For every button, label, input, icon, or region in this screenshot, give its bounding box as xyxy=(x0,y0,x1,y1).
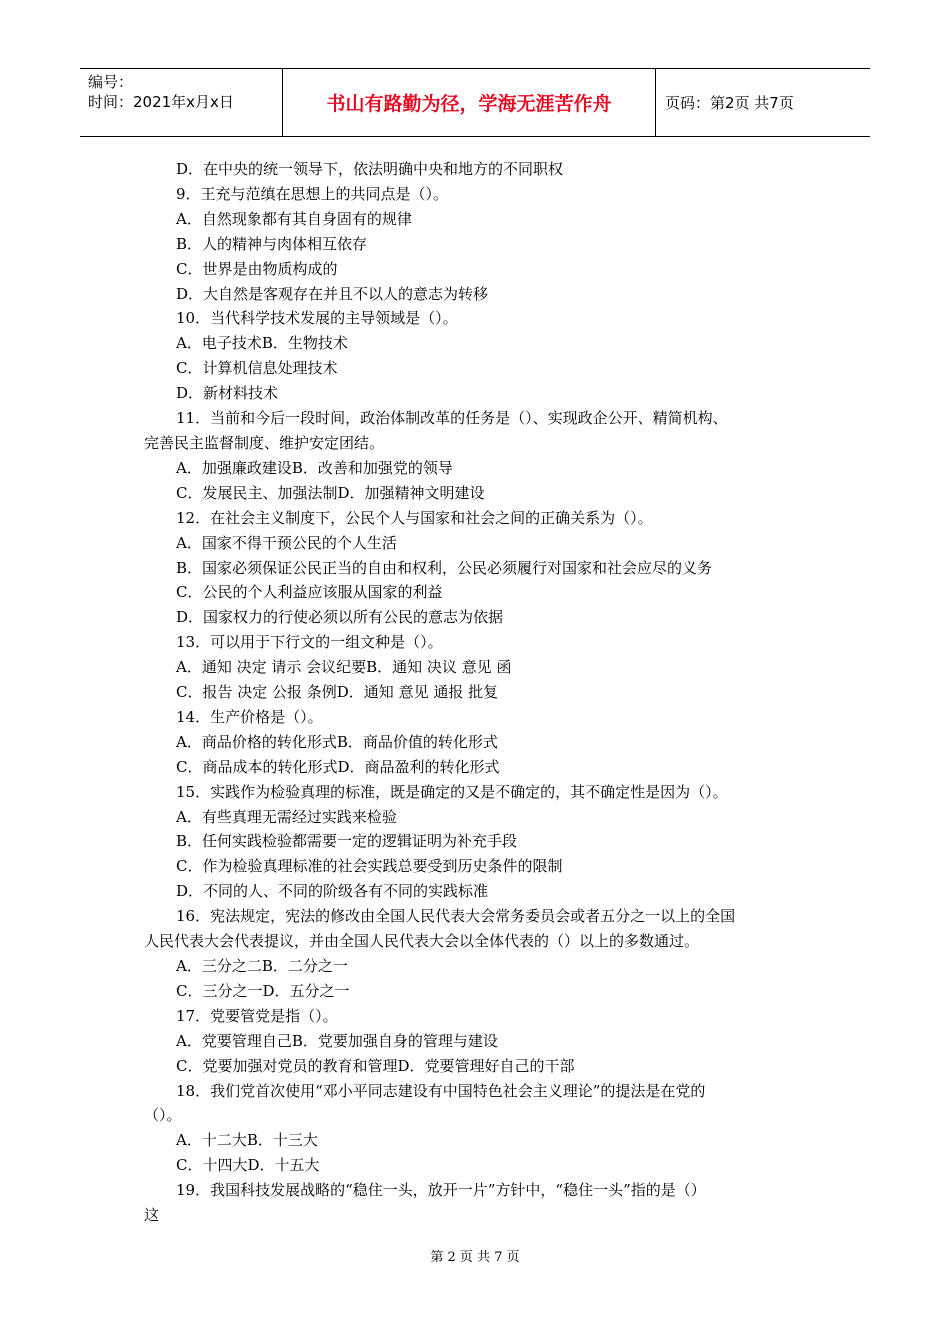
question-line: 19．我国科技发展战略的“稳住一头，放开一片”方针中，“稳住一头”指的是（） xyxy=(176,1181,706,1200)
question-line: 12．在社会主义制度下，公民个人与国家和社会之间的正确关系为（）。 xyxy=(176,508,653,527)
number-label: 编号： xyxy=(88,73,134,91)
option-line: A．十二大B．十三大 xyxy=(176,1131,318,1150)
option-line: C．报告 决定 公报 条例D．通知 意见 通报 批复 xyxy=(176,683,499,702)
question-continuation: 人民代表大会代表提议，并由全国人民代表大会以全体代表的（）以上的多数通过。 xyxy=(144,932,700,951)
option-line: A．商品价格的转化形式B．商品价值的转化形式 xyxy=(176,732,498,751)
option-line: C．党要加强对党员的教育和管理D．党要管理好自己的干部 xyxy=(176,1056,575,1075)
option-line: C．世界是由物质构成的 xyxy=(176,259,338,278)
option-line: C．三分之一D．五分之一 xyxy=(176,981,350,1000)
question-line: 16．宪法规定，宪法的修改由全国人民代表大会常务委员会或者五分之一以上的全国 xyxy=(176,907,736,926)
question-continuation: 完善民主监督制度、维护安定团结。 xyxy=(144,433,385,452)
option-line: A．加强廉政建设B．改善和加强党的领导 xyxy=(176,458,453,477)
option-line: A．通知 决定 请示 会议纪要B．通知 决议 意见 函 xyxy=(176,658,512,677)
option-line: C．计算机信息处理技术 xyxy=(176,359,338,378)
option-line: B．任何实践检验都需要一定的逻辑证明为补充手段 xyxy=(176,832,518,851)
header-page-label: 页码：第2页 共7页 xyxy=(665,94,794,112)
option-line: C．商品成本的转化形式D．商品盈利的转化形式 xyxy=(176,757,500,776)
option-line: D．新材料技术 xyxy=(176,384,279,403)
option-line: D．不同的人、不同的阶级各有不同的实践标准 xyxy=(176,882,489,901)
option-line: A．党要管理自己B．党要加强自身的管理与建设 xyxy=(176,1031,498,1050)
option-line: A．电子技术B．生物技术 xyxy=(176,334,348,353)
question-continuation: （）。 xyxy=(144,1106,182,1125)
header-motto: 书山有路勤为径，学海无涯苦作舟 xyxy=(283,69,656,136)
question-line: 10．当代科学技术发展的主导领域是（）。 xyxy=(176,309,458,328)
time-label: 时间：2021年x月x日 xyxy=(88,93,234,111)
page-header xyxy=(80,68,870,137)
option-line: A．三分之二B．二分之一 xyxy=(176,957,348,975)
header-meta xyxy=(80,69,283,136)
option-line: B．人的精神与肉体相互依存 xyxy=(176,234,368,253)
question-line: 11．当前和今后一段时间，政治体制改革的任务是（）、实现政企公开、精简机构、 xyxy=(176,409,728,428)
document-body xyxy=(144,157,812,1228)
question-line: 13．可以用于下行文的一组文种是（）。 xyxy=(176,633,443,652)
option-line: D．大自然是客观存在并且不以人的意志为转移 xyxy=(176,284,489,303)
option-line: A．有些真理无需经过实践来检验 xyxy=(176,807,397,826)
page-footer: 第 2 页 共 7 页 xyxy=(430,1250,520,1265)
option-line: C．十四大D．十五大 xyxy=(176,1156,320,1175)
question-line: 14．生产价格是（）。 xyxy=(176,707,323,726)
option-line: C．发展民主、加强法制D．加强精神文明建设 xyxy=(176,483,485,502)
option-line: C．公民的个人利益应该服从国家的利益 xyxy=(176,583,443,602)
option-line: D．国家权力的行使必须以所有公民的意志为依据 xyxy=(176,608,504,627)
option-line: C．作为检验真理标准的社会实践总要受到历史条件的限制 xyxy=(176,857,563,876)
question-line: 15．实践作为检验真理的标准，既是确定的又是不确定的，其不确定性是因为（）。 xyxy=(176,782,728,801)
question-line: 18．我们党首次使用“邓小平同志建设有中国特色社会主义理论”的提法是在党的 xyxy=(176,1081,706,1100)
question-continuation: 这 xyxy=(144,1206,160,1225)
option-line: A．自然现象都有其自身固有的规律 xyxy=(176,209,412,228)
text-line: D．在中央的统一领导下，依法明确中央和地方的不同职权 xyxy=(176,160,564,178)
question-line: 9．王充与范缜在思想上的共同点是（）。 xyxy=(176,184,449,203)
question-line: 17．党要管党是指（）。 xyxy=(176,1006,338,1025)
option-line: A．国家不得干预公民的个人生活 xyxy=(176,533,397,552)
option-line: B．国家必须保证公民正当的自由和权利，公民必须履行对国家和社会应尽的义务 xyxy=(176,558,713,577)
